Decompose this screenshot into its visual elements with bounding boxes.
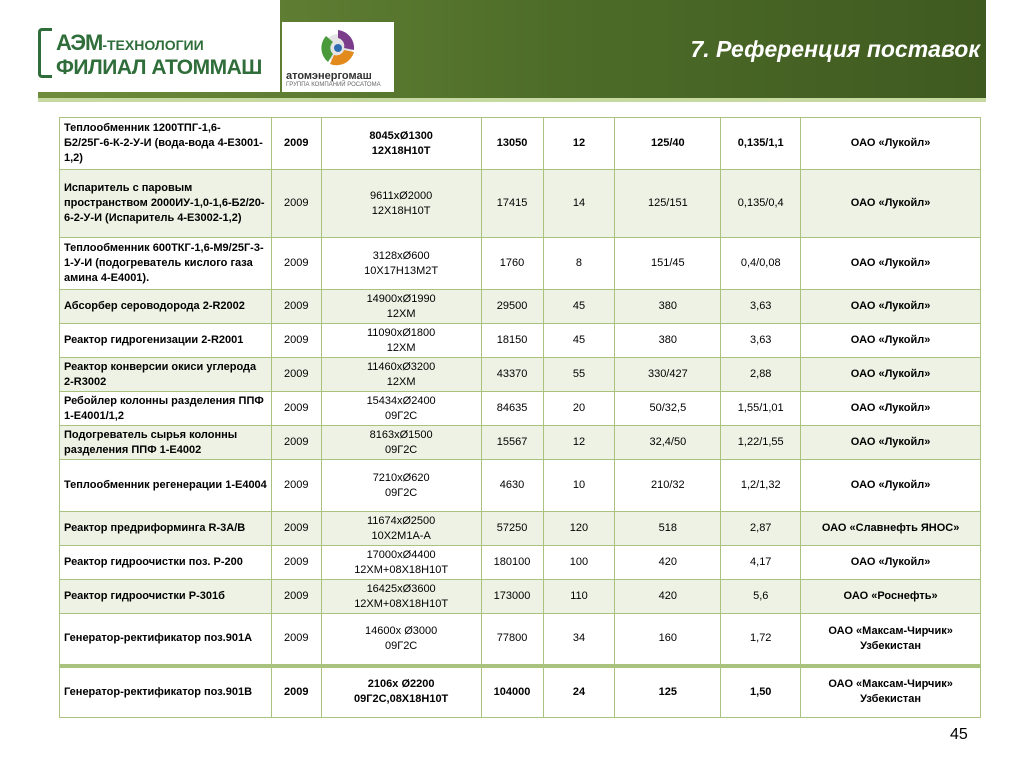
row-dimensions: 15434хØ2400 [366, 394, 436, 407]
row-qty-cell: 10 [543, 460, 615, 512]
row-pressure-cell: 380 [615, 324, 721, 358]
row-mass-cell: 57250 [481, 512, 543, 546]
row-mass-cell: 17415 [481, 170, 543, 238]
table-row [60, 580, 981, 614]
logo-line2: ФИЛИАЛ АТОММАШ [56, 56, 262, 79]
table-row [60, 170, 981, 238]
row-param-cell: 1,55/1,01 [721, 392, 801, 426]
row-dimensions-cell [321, 614, 481, 666]
table-row [60, 426, 981, 460]
table-row [60, 324, 981, 358]
row-param-cell: 2,87 [721, 512, 801, 546]
row-mass-cell: 173000 [481, 580, 543, 614]
row-year-cell: 2009 [271, 324, 321, 358]
row-year-cell: 2009 [271, 238, 321, 290]
row-dimensions-cell [321, 460, 481, 512]
atomenergomash-name: атомэнергомаш [286, 70, 372, 82]
row-mass-cell: 1760 [481, 238, 543, 290]
row-dimensions: 2106х Ø2200 [367, 678, 435, 691]
row-qty-cell: 120 [543, 512, 615, 546]
row-dimensions: 14600х Ø3000 [365, 624, 438, 637]
row-year-cell: 2009 [271, 426, 321, 460]
row-qty-cell: 45 [543, 290, 615, 324]
row-param-cell: 1,50 [721, 666, 801, 718]
header-accent-bar [38, 98, 986, 102]
row-mass-cell: 15567 [481, 426, 543, 460]
row-dimensions: 8045хØ1300 [369, 129, 433, 142]
page-number: 45 [950, 726, 968, 743]
row-year-cell: 2009 [271, 512, 321, 546]
row-customer-cell: ОАО «Максам-Чирчик» Узбекистан [801, 666, 981, 718]
row-qty-cell: 14 [543, 170, 615, 238]
row-mass-cell: 43370 [481, 358, 543, 392]
row-name-cell: Ребойлер колонны разделения ППФ 1-Е4001/1,2 [60, 392, 272, 426]
row-customer-cell: ОАО «Лукойл» [801, 460, 981, 512]
row-dimensions: 11674хØ2500 [366, 514, 436, 527]
row-param-cell: 1,22/1,55 [721, 426, 801, 460]
row-name-cell: Реактор гидроочистки Р-301б [60, 580, 272, 614]
row-customer-cell: ОАО «Славнефть ЯНОС» [801, 512, 981, 546]
row-year-cell: 2009 [271, 614, 321, 666]
table-row [60, 512, 981, 546]
row-dimensions: 11460хØ3200 [366, 360, 436, 373]
row-material: 09Г2С [385, 409, 418, 422]
row-name-cell: Абсорбер сероводорода 2-R2002 [60, 290, 272, 324]
row-dimensions-cell [321, 358, 481, 392]
row-dimensions-cell [321, 290, 481, 324]
row-pressure-cell: 380 [615, 290, 721, 324]
table-row [60, 358, 981, 392]
row-dimensions: 7210хØ620 [372, 471, 430, 484]
table-row [60, 238, 981, 290]
row-mass-cell: 13050 [481, 118, 543, 170]
table-row [60, 614, 981, 666]
row-dimensions-cell [321, 580, 481, 614]
row-pressure-cell: 125 [615, 666, 721, 718]
row-material: 12ХМ [386, 307, 416, 320]
row-year-cell: 2009 [271, 666, 321, 718]
logo-line1-suffix: -ТЕХНОЛОГИИ [102, 37, 204, 53]
row-qty-cell: 45 [543, 324, 615, 358]
row-qty-cell: 55 [543, 358, 615, 392]
row-pressure-cell: 420 [615, 546, 721, 580]
supply-reference-table [59, 117, 981, 718]
row-customer-cell: ОАО «Роснефть» [801, 580, 981, 614]
row-param-cell: 4,17 [721, 546, 801, 580]
row-year-cell: 2009 [271, 290, 321, 324]
row-mass-cell: 84635 [481, 392, 543, 426]
row-customer-cell: ОАО «Лукойл» [801, 358, 981, 392]
row-mass-cell: 180100 [481, 546, 543, 580]
row-pressure-cell: 125/40 [615, 118, 721, 170]
row-material: 12ХМ+08Х18Н10Т [354, 597, 449, 610]
row-qty-cell: 34 [543, 614, 615, 666]
row-mass-cell: 29500 [481, 290, 543, 324]
atomenergomash-subtitle: ГРУППА КОМПАНИЙ РОСАТОМА [286, 82, 381, 88]
row-year-cell: 2009 [271, 580, 321, 614]
row-name-cell: Генератор-ректификатор поз.901В [60, 666, 272, 718]
row-qty-cell: 8 [543, 238, 615, 290]
row-year-cell: 2009 [271, 392, 321, 426]
row-material: 10Х17Н13М2Т [364, 264, 439, 277]
row-year-cell: 2009 [271, 118, 321, 170]
table-row [60, 290, 981, 324]
row-param-cell: 3,63 [721, 290, 801, 324]
row-year-cell: 2009 [271, 170, 321, 238]
row-year-cell: 2009 [271, 358, 321, 392]
row-customer-cell: ОАО «Лукойл» [801, 238, 981, 290]
row-qty-cell: 20 [543, 392, 615, 426]
row-name-cell: Реактор гидроочистки поз. Р-200 [60, 546, 272, 580]
row-dimensions: 8163хØ1500 [369, 428, 433, 441]
row-material: 12ХМ [386, 341, 416, 354]
row-material: 09Г2С,08Х18Н10Т [353, 693, 449, 706]
row-material: 12Х18Н10Т [371, 204, 431, 217]
row-param-cell: 2,88 [721, 358, 801, 392]
company-logo [38, 0, 280, 92]
row-param-cell: 0,4/0,08 [721, 238, 801, 290]
row-param-cell: 0,135/0,4 [721, 170, 801, 238]
row-name-cell: Теплообменник регенерации 1-Е4004 [60, 460, 272, 512]
row-pressure-cell: 518 [615, 512, 721, 546]
row-mass-cell: 104000 [481, 666, 543, 718]
row-customer-cell: ОАО «Лукойл» [801, 546, 981, 580]
row-pressure-cell: 420 [615, 580, 721, 614]
row-dimensions-cell [321, 238, 481, 290]
row-material: 12ХМ [386, 375, 416, 388]
row-pressure-cell: 50/32,5 [615, 392, 721, 426]
row-material: 12ХМ+08Х18Н10Т [354, 563, 449, 576]
row-name-cell: Подогреватель сырья колонны разделения ППФ 1-Е4002 [60, 426, 272, 460]
row-customer-cell: ОАО «Лукойл» [801, 290, 981, 324]
table-row [60, 666, 981, 718]
row-dimensions-cell [321, 324, 481, 358]
row-name-cell: Реактор гидрогенизации 2-R2001 [60, 324, 272, 358]
row-year-cell: 2009 [271, 460, 321, 512]
row-material: 09Г2С [385, 639, 418, 652]
row-mass-cell: 4630 [481, 460, 543, 512]
row-name-cell: Реактор предриформинга R-3А/В [60, 512, 272, 546]
row-pressure-cell: 160 [615, 614, 721, 666]
row-mass-cell: 18150 [481, 324, 543, 358]
row-param-cell: 1,2/1,32 [721, 460, 801, 512]
row-dimensions: 9611хØ2000 [370, 189, 433, 202]
row-customer-cell: ОАО «Лукойл» [801, 392, 981, 426]
row-qty-cell: 110 [543, 580, 615, 614]
row-param-cell: 1,72 [721, 614, 801, 666]
row-param-cell: 3,63 [721, 324, 801, 358]
row-dimensions-cell [321, 546, 481, 580]
atomenergomash-logo [282, 22, 394, 92]
row-material: 10Х2М1А-А [371, 529, 431, 542]
page-title: 7. Референция поставок [690, 36, 980, 62]
row-qty-cell: 12 [543, 426, 615, 460]
row-name-cell: Теплообменник 600ТКГ-1,6-М9/25Г-3-1-У-И (подогреватель кислого газа амина 4-Е4001). [60, 238, 272, 290]
row-pressure-cell: 32,4/50 [615, 426, 721, 460]
row-qty-cell: 24 [543, 666, 615, 718]
row-dimensions-cell [321, 512, 481, 546]
row-mass-cell: 77800 [481, 614, 543, 666]
row-name-cell: Теплообменник 1200ТПГ-1,6-Б2/25Г-6-К-2-У-И (вода-вода 4-Е3001-1,2) [60, 118, 272, 170]
row-dimensions-cell [321, 118, 481, 170]
row-name-cell: Реактор конверсии окиси углерода 2-R3002 [60, 358, 272, 392]
table-row [60, 118, 981, 170]
row-dimensions-cell [321, 392, 481, 426]
row-param-cell: 0,135/1,1 [721, 118, 801, 170]
row-material: 09Г2С [385, 443, 418, 456]
atomenergomash-emblem-icon [282, 22, 394, 70]
table-body [60, 118, 981, 718]
row-pressure-cell: 125/151 [615, 170, 721, 238]
row-name-cell: Испаритель с паровым пространством 2000ИУ-1,0-1,6-Б2/20-6-2-У-И (Испаритель 4-Е3002-1,2) [60, 170, 272, 238]
row-dimensions: 14900хØ1990 [366, 292, 436, 305]
row-customer-cell: ОАО «Максам-Чирчик» Узбекистан [801, 614, 981, 666]
row-material: 12Х18Н10Т [371, 144, 431, 157]
row-material: 09Г2С [385, 486, 418, 499]
row-dimensions: 16425хØ3600 [366, 582, 436, 595]
row-pressure-cell: 151/45 [615, 238, 721, 290]
row-customer-cell: ОАО «Лукойл» [801, 170, 981, 238]
logo-bracket-icon [38, 28, 52, 78]
row-year-cell: 2009 [271, 546, 321, 580]
row-dimensions-cell [321, 666, 481, 718]
row-dimensions: 11090хØ1800 [366, 326, 436, 339]
row-customer-cell: ОАО «Лукойл» [801, 118, 981, 170]
row-pressure-cell: 330/427 [615, 358, 721, 392]
table-row [60, 546, 981, 580]
row-qty-cell: 100 [543, 546, 615, 580]
table-row [60, 392, 981, 426]
row-customer-cell: ОАО «Лукойл» [801, 426, 981, 460]
logo-line1: АЭМ [56, 30, 103, 55]
row-dimensions: 17000хØ4400 [366, 548, 436, 561]
row-customer-cell: ОАО «Лукойл» [801, 324, 981, 358]
row-dimensions: 3128хØ600 [372, 249, 430, 262]
table-row [60, 460, 981, 512]
row-dimensions-cell [321, 426, 481, 460]
row-name-cell: Генератор-ректификатор поз.901А [60, 614, 272, 666]
row-dimensions-cell [321, 170, 481, 238]
row-param-cell: 5,6 [721, 580, 801, 614]
row-qty-cell: 12 [543, 118, 615, 170]
row-pressure-cell: 210/32 [615, 460, 721, 512]
